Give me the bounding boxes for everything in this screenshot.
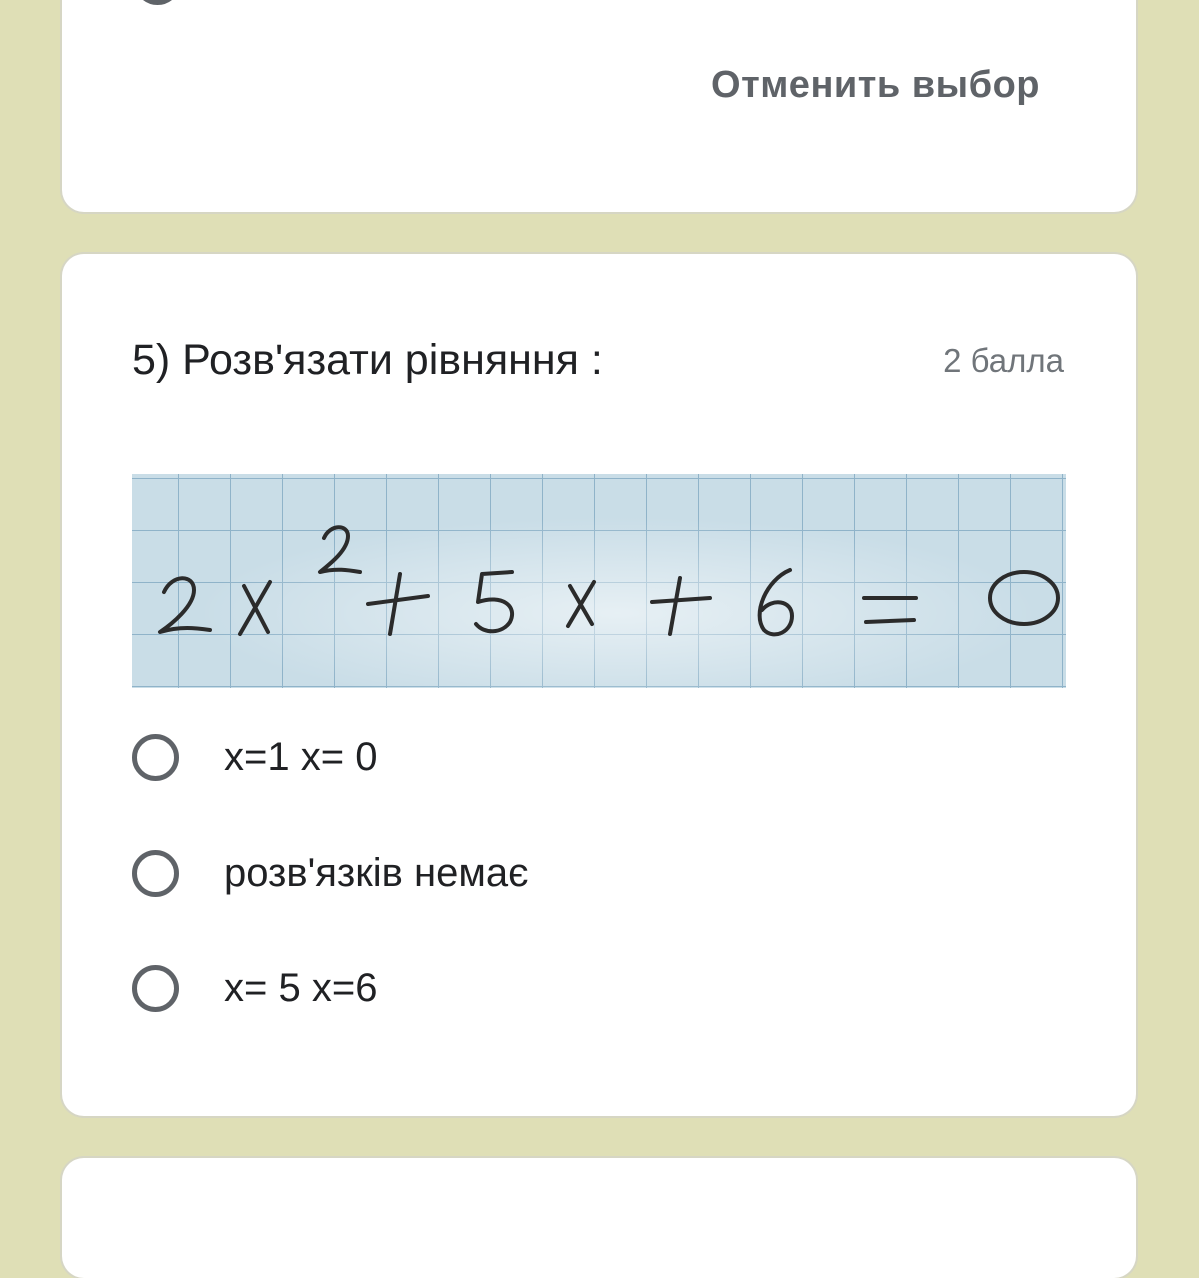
option-2[interactable] xyxy=(132,959,1032,1019)
option-1-radio[interactable] xyxy=(132,850,179,897)
option-1-label: розв'язків немає xyxy=(224,851,529,895)
previous-option-radio[interactable] xyxy=(134,0,181,5)
option-0-radio[interactable] xyxy=(132,734,179,781)
clear-selection-button[interactable]: Отменить выбор xyxy=(711,64,1040,106)
question-title: 5) Розв'язати рівняння : xyxy=(132,336,603,384)
question-points: 2 балла xyxy=(943,342,1064,379)
option-2-radio[interactable] xyxy=(132,965,179,1012)
option-1[interactable] xyxy=(132,844,1032,904)
option-2-label: x= 5 x=6 xyxy=(224,966,378,1010)
next-question-card xyxy=(62,1158,1136,1278)
option-0-label: x=1 x= 0 xyxy=(224,735,378,779)
option-0[interactable] xyxy=(132,728,1032,788)
previous-question-card xyxy=(62,0,1136,212)
question-card xyxy=(62,254,1136,1116)
question-image xyxy=(132,474,1066,688)
equation-photo xyxy=(132,474,1066,688)
